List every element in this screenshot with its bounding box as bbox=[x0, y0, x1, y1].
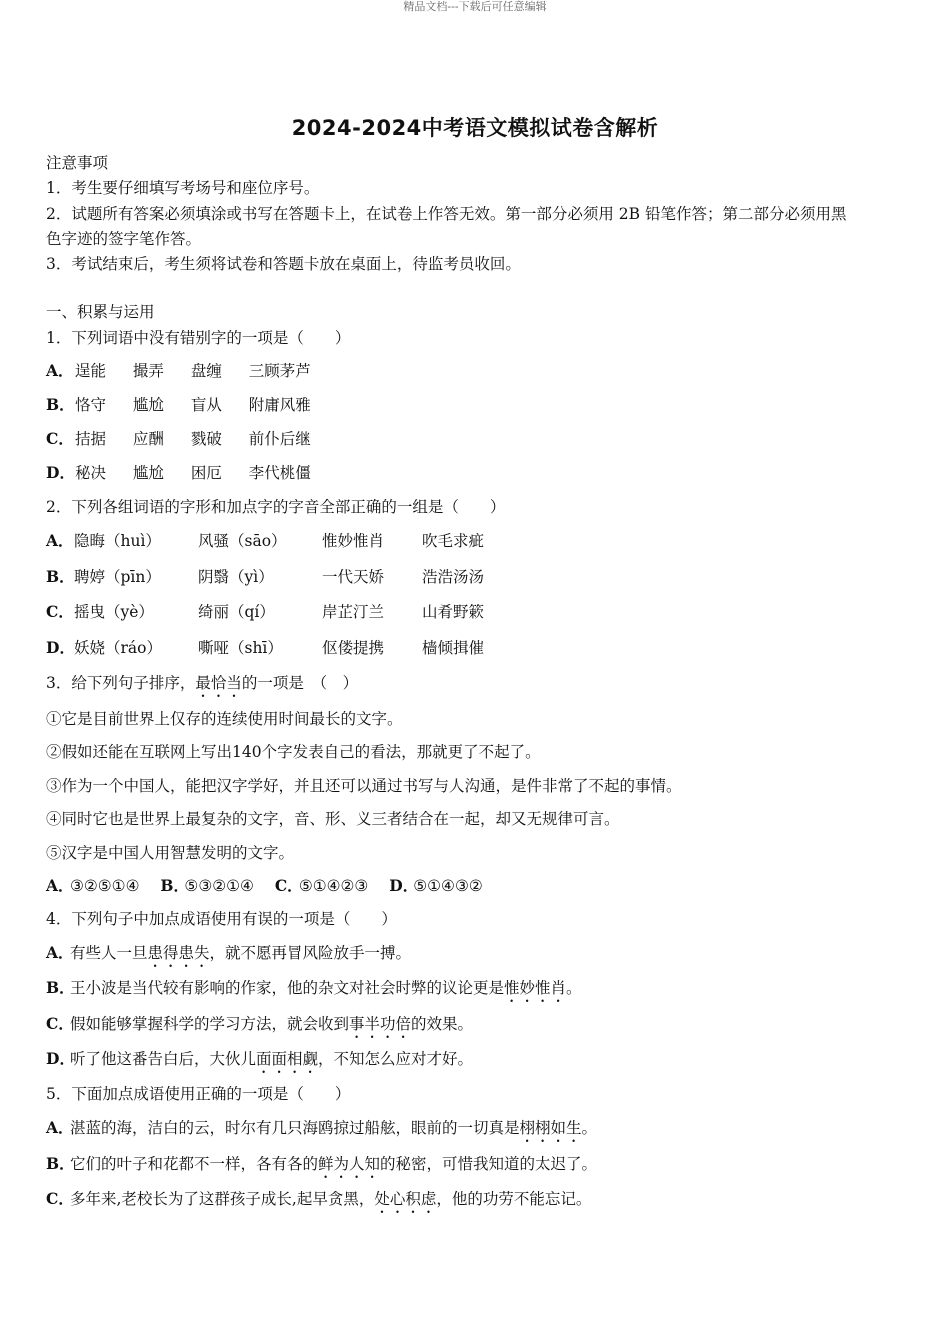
option-word: 应酬 bbox=[132, 430, 164, 448]
header-watermark: 精品文档---下载后可任意编辑 bbox=[403, 0, 547, 13]
option-row bbox=[46, 636, 566, 658]
option-text: 有些人一旦 bbox=[70, 944, 148, 962]
option-emphasis: 患得患失 bbox=[147, 944, 210, 962]
option-key: A． bbox=[46, 531, 74, 550]
option-row bbox=[46, 359, 333, 381]
option-word: 岸芷汀兰 bbox=[322, 603, 385, 621]
option-key: D． bbox=[389, 876, 419, 895]
notice-heading: 注意事项 bbox=[46, 154, 109, 172]
option-word: 山肴野簌 bbox=[422, 603, 485, 621]
option-key: B． bbox=[46, 978, 75, 997]
option-word: 浩浩汤汤 bbox=[422, 568, 485, 586]
option-emphasis: 惟妙惟肖 bbox=[504, 979, 567, 997]
option-emphasis: 处心积虑 bbox=[374, 1190, 437, 1208]
option-text: ⑤①④②③ bbox=[298, 877, 369, 895]
option-text: 听了他这番告白后，大伙儿 bbox=[70, 1050, 257, 1068]
option-key: C． bbox=[46, 1189, 74, 1208]
option-text: 。 bbox=[566, 979, 582, 997]
option-word: 拮据 bbox=[74, 430, 106, 448]
option-row bbox=[46, 874, 483, 896]
option-text: 假如能够掌握科学的学习方法，就会收到 bbox=[70, 1015, 350, 1033]
option-emphasis: 鲜为人知 bbox=[318, 1155, 381, 1173]
stem-emphasis: 最恰当 bbox=[195, 674, 242, 692]
option-key: D． bbox=[46, 638, 75, 657]
option-key: A． bbox=[46, 876, 74, 895]
option-word: 嘶哑（shī） bbox=[198, 639, 283, 657]
option-text: 湛蓝的海，洁白的云，时尔有几只海鸥掠过船舷，眼前的一切真是 bbox=[70, 1119, 520, 1137]
sentence: ②假如还能在互联网上写出140个字发表自己的看法，那就更了不起了。 bbox=[46, 743, 541, 761]
option-key: D． bbox=[46, 463, 75, 482]
option-row bbox=[46, 393, 333, 415]
option-word: 樯倾揖催 bbox=[422, 639, 485, 657]
option-row bbox=[46, 1116, 597, 1146]
sentence: ⑤汉字是中国人用智慧发明的文字。 bbox=[46, 844, 295, 862]
option-text: 的秘密，可惜我知道的太迟了。 bbox=[380, 1155, 598, 1173]
option-text: ，他的功劳不能忘记。 bbox=[436, 1190, 592, 1208]
option-word: 妖娆（ráo） bbox=[74, 639, 162, 657]
option-word: 盲从 bbox=[190, 396, 222, 414]
option-word: 逞能 bbox=[74, 362, 106, 380]
notice-item: 3．考试结束后，考生须将试卷和答题卡放在桌面上，待监考员收回。 bbox=[46, 255, 521, 273]
stem-text: 3．给下列句子排序， bbox=[46, 674, 196, 692]
option-word: 附庸风雅 bbox=[248, 396, 311, 414]
option-text: ⑤③②①④ bbox=[184, 877, 254, 895]
option-row bbox=[46, 1152, 597, 1182]
option-text: 王小波是当代较有影响的作家，他的杂文对社会时弊的议论更是 bbox=[70, 979, 505, 997]
option-row bbox=[46, 461, 333, 483]
option-word: 撮弄 bbox=[132, 362, 164, 380]
option-text: 。 bbox=[581, 1119, 598, 1137]
option-row bbox=[46, 565, 566, 587]
option-emphasis: 栩栩如生 bbox=[519, 1119, 582, 1137]
option-text: ③②⑤①④ bbox=[70, 877, 140, 895]
option-word: 风骚（sāo） bbox=[198, 532, 287, 550]
option-key: A． bbox=[46, 361, 74, 380]
option-word: 伛偻提携 bbox=[322, 639, 385, 657]
option-row bbox=[46, 1012, 473, 1042]
option-row bbox=[46, 976, 582, 1006]
question-stem: 4．下列句子中加点成语使用有误的一项是（ ） bbox=[46, 910, 397, 928]
option-row bbox=[46, 529, 566, 551]
option-key: C． bbox=[46, 429, 74, 448]
option-word: 盘缠 bbox=[190, 362, 222, 380]
option-text: 它们的叶子和花都不一样，各有各的 bbox=[70, 1155, 319, 1173]
option-text: ⑤①④③② bbox=[413, 877, 483, 895]
option-word: 摇曳（yè） bbox=[74, 603, 154, 621]
option-word: 隐晦（huì） bbox=[74, 532, 161, 550]
option-text: 的效果。 bbox=[411, 1015, 474, 1033]
option-word: 困厄 bbox=[190, 464, 222, 482]
option-key: C． bbox=[46, 1014, 74, 1033]
option-word: 戮破 bbox=[190, 430, 222, 448]
stem-text: 的一项是 （ ） bbox=[241, 674, 359, 692]
option-key: D． bbox=[46, 1049, 75, 1068]
option-key: B． bbox=[46, 395, 75, 414]
option-text: 多年来,老校长为了这群孩子成长,起早贪黑， bbox=[70, 1190, 375, 1208]
option-key: A． bbox=[46, 1118, 74, 1137]
option-word: 尴尬 bbox=[132, 396, 164, 414]
option-word: 秘决 bbox=[74, 464, 106, 482]
option-word: 前仆后继 bbox=[248, 430, 311, 448]
option-word: 聘婷（pīn） bbox=[74, 568, 161, 586]
option-word: 恪守 bbox=[74, 396, 106, 414]
sentence: ④同时它也是世界上最复杂的文字，音、形、义三者结合在一起，却又无规律可言。 bbox=[46, 810, 620, 828]
notice-item: 1．考生要仔细填写考场号和座位序号。 bbox=[46, 179, 320, 197]
option-text: ，不知怎么应对才好。 bbox=[318, 1050, 474, 1068]
option-word: 惟妙惟肖 bbox=[322, 532, 385, 550]
option-key: B． bbox=[46, 567, 75, 586]
option-key: B． bbox=[160, 876, 190, 895]
option-row bbox=[46, 1187, 591, 1217]
option-text: ，就不愿再冒风险放手一搏。 bbox=[209, 944, 412, 962]
option-row bbox=[46, 1047, 473, 1077]
section-heading: 一、积累与运用 bbox=[46, 303, 155, 321]
option-word: 阴翳（yì） bbox=[198, 568, 274, 586]
sentence: ①它是目前世界上仅存的连续使用时间最长的文字。 bbox=[46, 710, 403, 728]
option-word: 李代桃僵 bbox=[248, 464, 311, 482]
page-title: 2024-2024中考语文模拟试卷含解析 bbox=[291, 116, 659, 140]
option-word: 一代天娇 bbox=[322, 568, 385, 586]
option-word: 尴尬 bbox=[132, 464, 164, 482]
question-stem: 1．下列词语中没有错别字的一项是（ ） bbox=[46, 329, 351, 347]
option-word: 吹毛求疵 bbox=[422, 532, 485, 550]
sentence: ③作为一个中国人，能把汉字学好，并且还可以通过书写与人沟通，是件非常了不起的事情。 bbox=[46, 777, 682, 795]
question-stem bbox=[46, 671, 358, 701]
option-key: C． bbox=[274, 876, 303, 895]
option-emphasis: 事半功倍 bbox=[349, 1015, 412, 1033]
option-word: 绮丽（qí） bbox=[198, 603, 275, 621]
question-stem: 2．下列各组词语的字形和加点字的字音全部正确的一组是（ ） bbox=[46, 498, 506, 516]
option-row bbox=[46, 600, 566, 622]
option-key: C． bbox=[46, 602, 74, 621]
option-emphasis: 面面相觑 bbox=[256, 1050, 319, 1068]
option-key: B． bbox=[46, 1154, 75, 1173]
notice-item: 2．试题所有答案必须填涂或书写在答题卡上，在试卷上作答无效。第一部分必须用 2B 铅笔作答；第二部分必须用黑 bbox=[46, 205, 847, 223]
option-row bbox=[46, 427, 333, 449]
option-row bbox=[46, 941, 411, 971]
option-key: A． bbox=[46, 943, 74, 962]
question-stem: 5．下面加点成语使用正确的一项是（ ） bbox=[46, 1085, 351, 1103]
option-word: 三顾茅芦 bbox=[248, 362, 311, 380]
notice-item: 色字迹的签字笔作答。 bbox=[46, 230, 202, 248]
